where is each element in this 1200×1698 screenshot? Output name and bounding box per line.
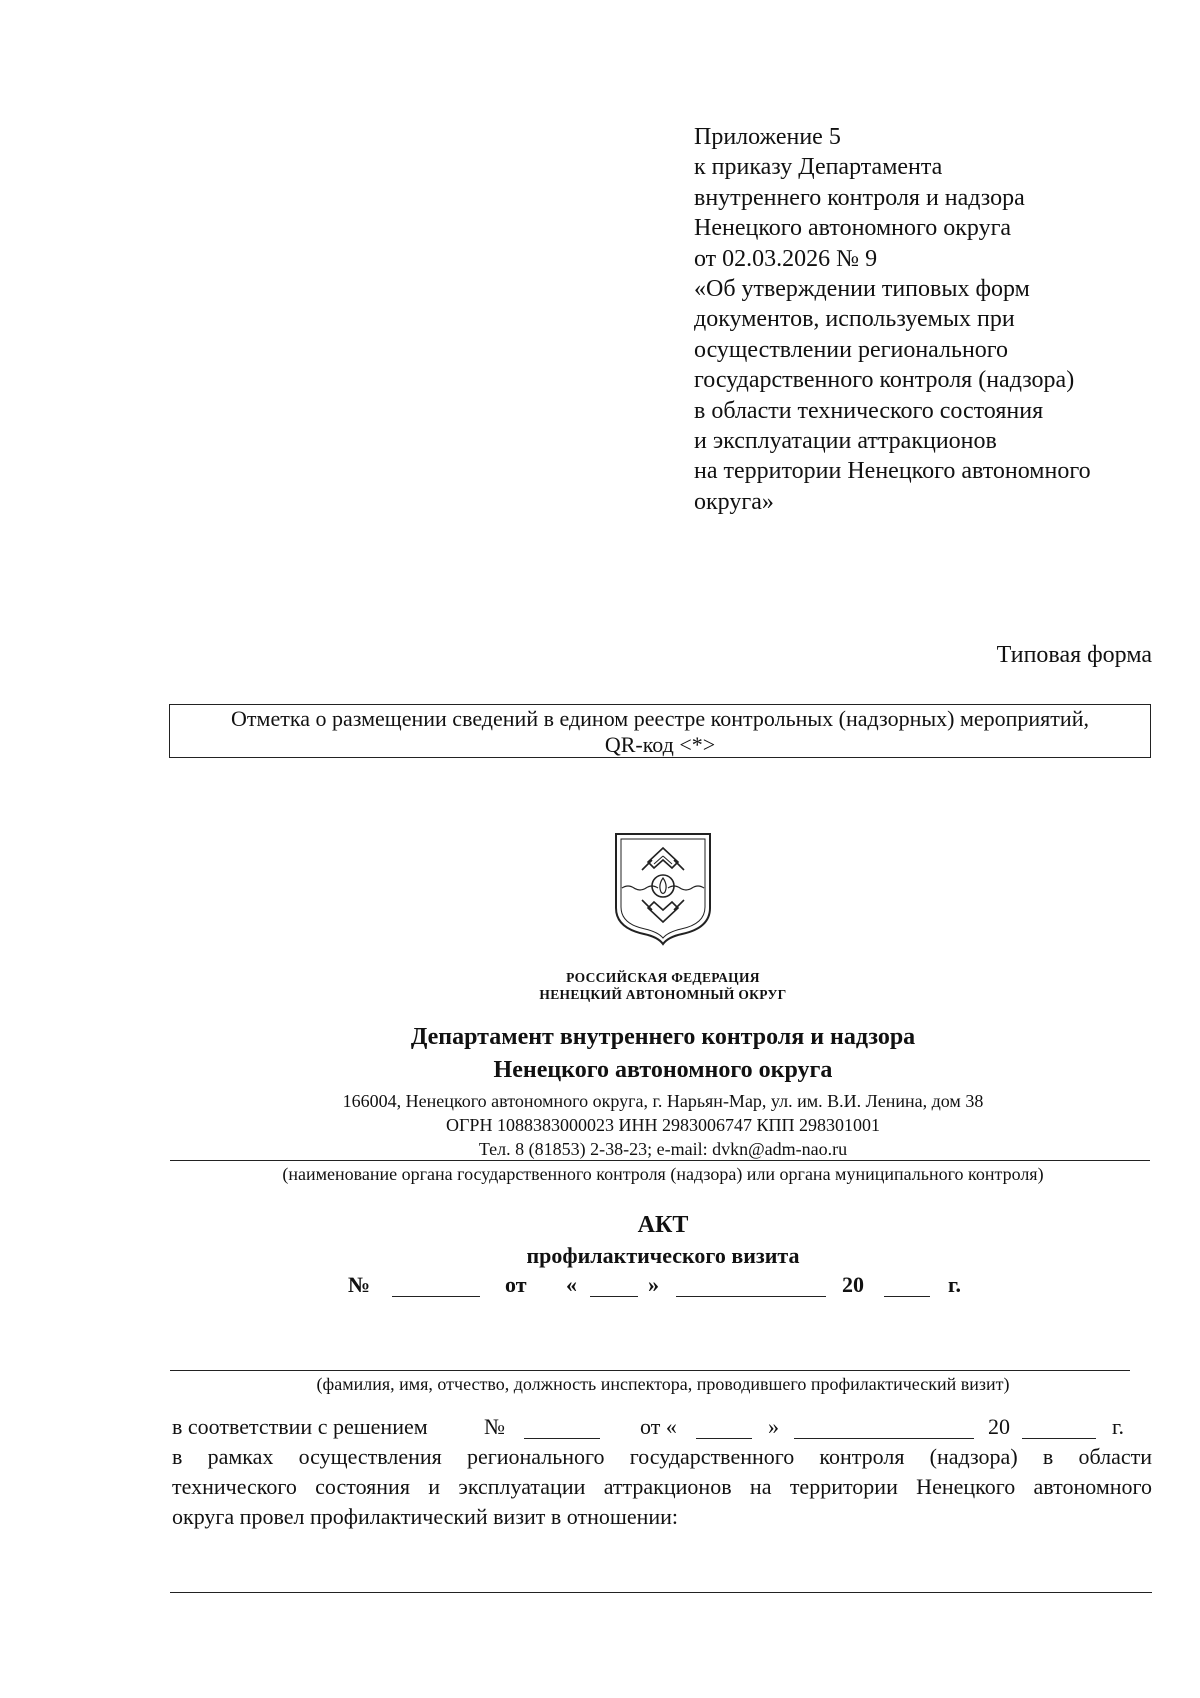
act-day-blank (590, 1274, 638, 1303)
country-name: РОССИЙСКАЯ ФЕДЕРАЦИЯ (566, 970, 760, 985)
appendix-line: государственного контроля (надзора) (694, 367, 1075, 394)
appendix-line: осуществлении регионального (694, 336, 1009, 363)
form-type-label: Типовая форма (996, 642, 1152, 668)
department-address: 166004, Ненецкого автономного округа, г. Нарьян-Мар, ул. им. В.И. Ленина, дом 38 (342, 1091, 984, 1111)
qr-registry-box (169, 704, 1151, 758)
act-number-blank (392, 1274, 480, 1303)
decision-year-blank (1022, 1416, 1096, 1445)
department-name-line2: Ненецкого автономного округа (493, 1057, 833, 1083)
decision-label: в соответствии с решением (172, 1414, 428, 1439)
inspector-line (170, 1370, 1130, 1371)
act-year-blank (884, 1274, 930, 1303)
appendix-line: к приказу Департамента (694, 154, 943, 181)
act-number-label: № (348, 1272, 371, 1297)
decision-day-blank (696, 1416, 752, 1445)
paragraph-line1: в рамках осуществления регионального государственного контроля (надзора) в области (172, 1444, 1152, 1469)
decision-year-suffix: г. (1112, 1414, 1125, 1439)
decision-from-label: от « (640, 1414, 677, 1439)
act-month-blank (676, 1274, 826, 1303)
body-paragraph (172, 1442, 1152, 1532)
inspector-caption: (фамилия, имя, отчество, должность инспектора, проводившего профилактический визит) (316, 1374, 1010, 1394)
paragraph-line3: округа провел профилактический визит в отношении: (172, 1504, 679, 1529)
header-divider (170, 1160, 1150, 1161)
act-close-quote: » (648, 1272, 659, 1297)
appendix-line: документов, используемых при (694, 306, 1015, 333)
appendix-line: на территории Ненецкого автономного (694, 458, 1091, 485)
department-name-line1: Департамент внутреннего контроля и надзора (410, 1024, 916, 1050)
coat-of-arms-icon (612, 830, 714, 946)
appendix-line: внутреннего контроля и надзора (694, 184, 1025, 211)
act-year-suffix: г. (948, 1272, 962, 1297)
act-subtitle: профилактического визита (526, 1243, 800, 1268)
act-open-quote: « (566, 1272, 577, 1297)
region-name: НЕНЕЦКИЙ АВТОНОМНЫЙ ОКРУГ (539, 987, 787, 1002)
department-contacts: Тел. 8 (81853) 2-38-23; e-mail: dvkn@adm-nao.ru (478, 1139, 848, 1159)
authority-caption: (наименование органа государственного контроля (надзора) или органа муниципального контроля) (282, 1164, 1044, 1184)
decision-close-quote: » (768, 1414, 779, 1439)
decision-number-label: № (484, 1414, 505, 1439)
decision-month-blank (794, 1416, 974, 1445)
act-year-prefix: 20 (842, 1272, 864, 1297)
appendix-line: в области технического состояния (694, 397, 1044, 424)
subject-line (170, 1592, 1152, 1593)
appendix-line: округа» (694, 488, 774, 515)
act-title: АКТ (637, 1212, 689, 1238)
decision-year-prefix: 20 (988, 1414, 1010, 1439)
qr-box-line1: Отметка о размещении сведений в едином реестре контрольных (надзорных) мероприятий, (231, 706, 1089, 731)
decision-number-blank (524, 1416, 600, 1445)
act-from-label: от (505, 1272, 527, 1297)
department-ids: ОГРН 1088383000023 ИНН 2983006747 КПП 298301001 (446, 1115, 880, 1135)
appendix-line: Приложение 5 (694, 124, 841, 150)
appendix-block (694, 122, 1154, 517)
appendix-line: «Об утверждении типовых форм (694, 276, 1030, 303)
appendix-line: Ненецкого автономного округа (694, 215, 1012, 242)
appendix-line: от 02.03.2026 № 9 (694, 245, 878, 272)
qr-box-line2: QR-код <*> (604, 732, 716, 757)
appendix-line: и эксплуатации аттракционов (694, 428, 997, 455)
paragraph-line2: технического состояния и эксплуатации аттракционов на территории Ненецкого автономного (172, 1474, 1152, 1499)
